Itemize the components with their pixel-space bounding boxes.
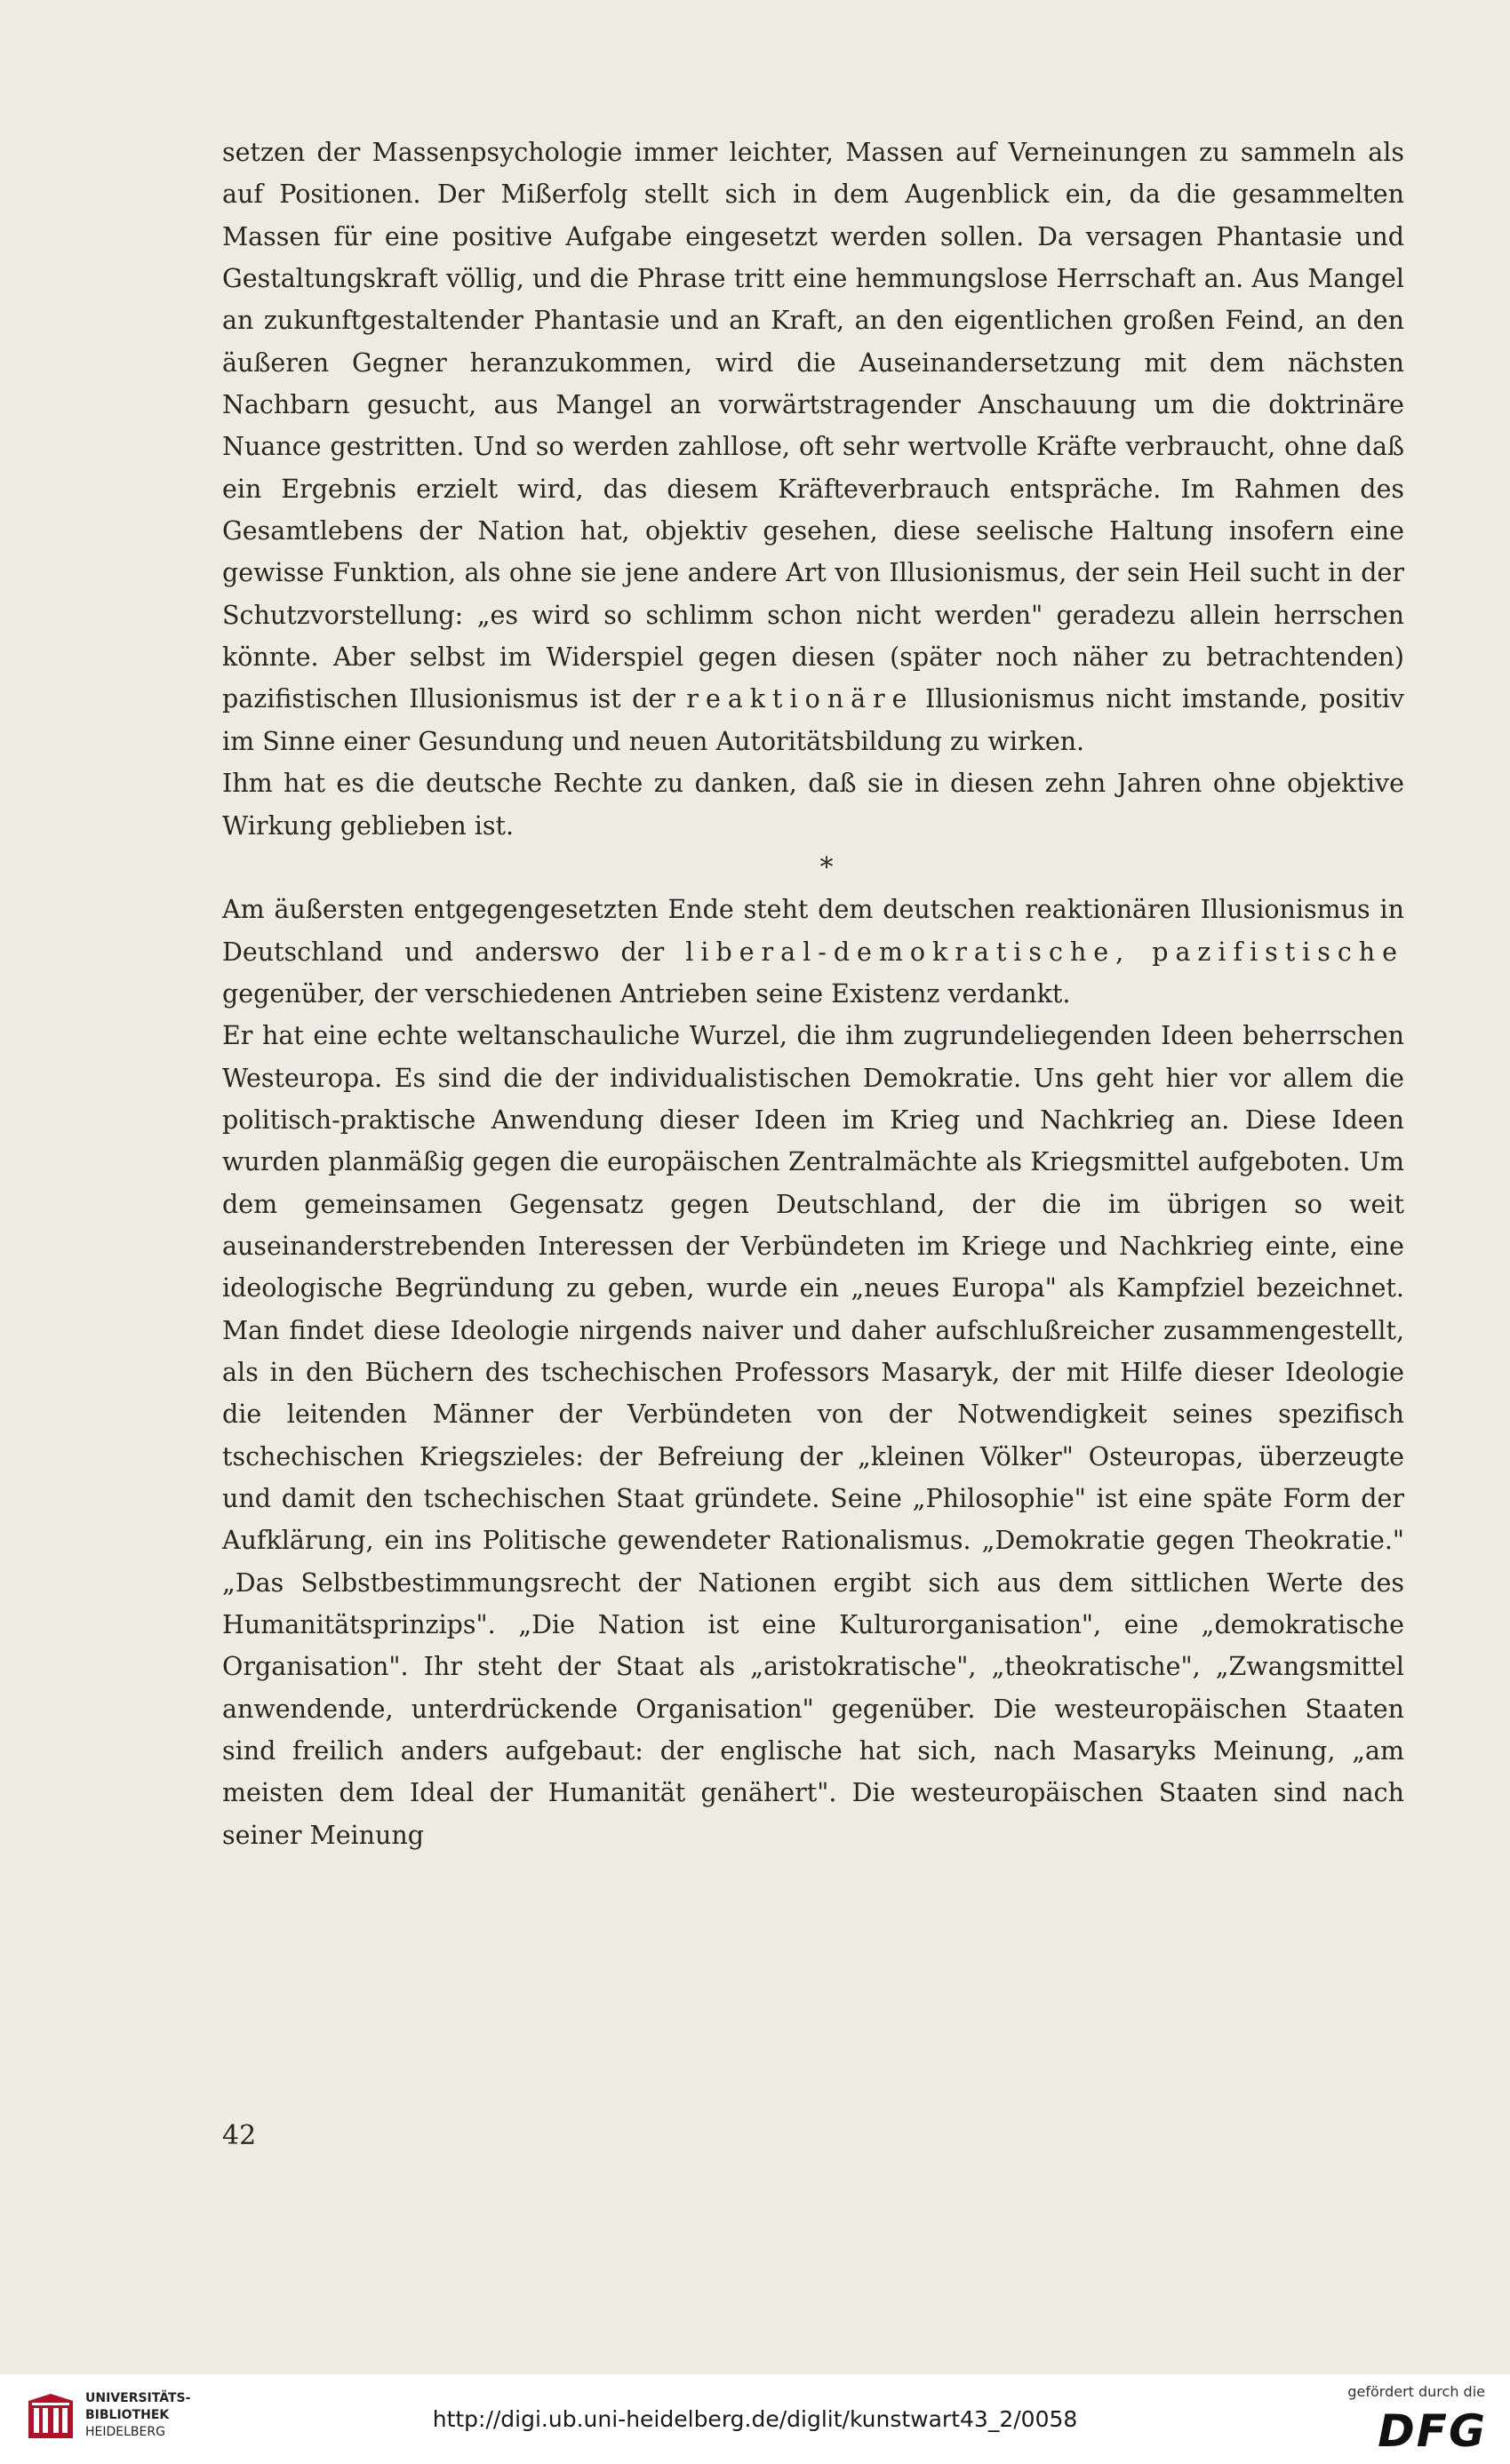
paragraph-2: Ihm hat es die deutsche Rechte zu danken, daß sie in diesen zehn Jahren ohne objektive Wirkung geblieben ist. (222, 769, 1404, 841)
paragraph-1-text: setzen der Massenpsychologie immer leichter, Massen auf Verneinungen zu sammeln als auf Positionen. Der Mißerfolg stellt sich in dem Augenblick ein, da die gesammelten Massen für eine positive Aufgabe eingesetzt werden sollen. Da versagen Phantasie und Gestaltungskraft völlig, und die Phrase tritt eine hemmungslose Herrschaft an. Aus Mangel an zukunftgestaltender Phantasie und an Kraft, an den eigentlichen großen Feind, an den äußeren Gegner heranzukommen, wird die Auseinandersetzung mit dem nächsten Nachbarn gesucht, aus Mangel an vorwärtstragender Anschauung um die doktrinäre Nuance gestritten. Und so werden zahllose, oft sehr wertvolle Kräfte verbraucht, ohne daß ein Ergebnis erzielt wird, das diesem Kräfteverbrauch entspräche. Im Rahmen des Gesamtlebens der Nation hat, objektiv gesehen, diese seelische Haltung insofern eine gewisse Funktion, als ohne sie jene andere Art von Illusionismus, der sein Heil sucht in der Schutzvorstellung: „es wird so schlimm schon nicht werden" geradezu allein herrschen könnte. Aber selbst im Widerspiel gegen diesen (später noch näher zu betrachtenden) pazifistischen Illusionismus ist der (222, 138, 1404, 714)
library-name-line-2: BIBLIOTHEK (85, 2408, 170, 2422)
funder-caption: gefördert durch die (1347, 2383, 1485, 2400)
paragraph-1 (222, 132, 1404, 762)
library-name-line-1: UNIVERSITÄTS- (85, 2391, 191, 2405)
paragraph-3 (222, 889, 1404, 1015)
spaced-term-liberal-demokratische: liberal-demokratische, (685, 937, 1131, 967)
viewer-footer (0, 2374, 1510, 2464)
page-number: 42 (222, 2120, 257, 2151)
paragraph-4: Er hat eine echte weltanschauliche Wurzel, die ihm zugrundeliegenden Ideen beherrschen Westeuropa. Es sind die der individualistischen Demokratie. Uns geht hier vor allem die politisch-praktische Anwendung dieser Ideen im Krieg und Nachkrieg an. Diese Ideen wurden planmäßig gegen die europäischen Zentralmächte als Kriegsmittel aufgeboten. Um dem gemeinsamen Gegensatz gegen Deutschland, der die im übrigen so weit auseinanderstrebenden Interessen der Verbündeten im Kriege und Nachkrieg einte, eine ideologische Begründung zu geben, wurde ein „neues Europa" als Kampfziel bezeichnet. Man findet diese Ideologie nirgends naiver und daher aufschlußreicher zusammengestellt, als in den Büchern des tschechischen Professors Masaryk, der mit Hilfe dieser Ideologie die leitenden Männer der Verbündeten von der Notwendigkeit seines spezifisch tschechischen Kriegszieles: der Befreiung der „kleinen Völker" Osteuropas, überzeugte und damit den tschechischen Staat gründete. Seine „Philosophie" ist eine späte Form der Aufklärung, ein ins Politische gewendeter Rationalismus. „Demokratie gegen Theokratie." „Das Selbstbestimmungsrecht der Nationen ergibt sich aus dem sittlichen Werte des Humanitätsprinzips". „Die Nation ist eine Kulturorganisation", eine „demokratische Organisation". Ihr steht der Staat als „aristokratische", „theokratische", „Zwangsmittel anwendende, unterdrückende Organisation" gegenüber. Die westeuropäischen Staaten sind freilich anders aufgebaut: der englische hat sich, nach Masaryks Meinung, „am meisten dem Ideal der Humanität genähert". Die westeuropäischen Staaten sind nach seiner Meinung (222, 1021, 1404, 1850)
paragraph-1-end: Illusionismus nicht imstande, positiv im Sinne einer Gesundung und neuen Autoritätsbildung zu wirken. (222, 684, 1405, 756)
library-name-line-3: HEIDELBERG (85, 2425, 165, 2439)
section-separator: * (819, 851, 834, 883)
dfg-logo: DFG (1378, 2405, 1487, 2457)
spacer (1131, 937, 1152, 967)
paragraph-3-end: gegenüber, der verschiedenen Antrieben seine Existenz verdankt. (222, 978, 1071, 1009)
spaced-term-reaktionaere: reaktionäre (686, 684, 915, 714)
paragraph-3-text: Am äußersten entgegengesetzten Ende steht dem deutschen reaktionären Illusionismus in Deutschland und anderswo der (222, 895, 1404, 967)
spaced-term-pazifistische: pazifistische (1152, 937, 1404, 967)
page-body (222, 132, 1404, 1856)
source-url-link[interactable]: http://digi.ub.uni-heidelberg.de/diglit/kunstwart43_2/0058 (432, 2406, 1078, 2432)
